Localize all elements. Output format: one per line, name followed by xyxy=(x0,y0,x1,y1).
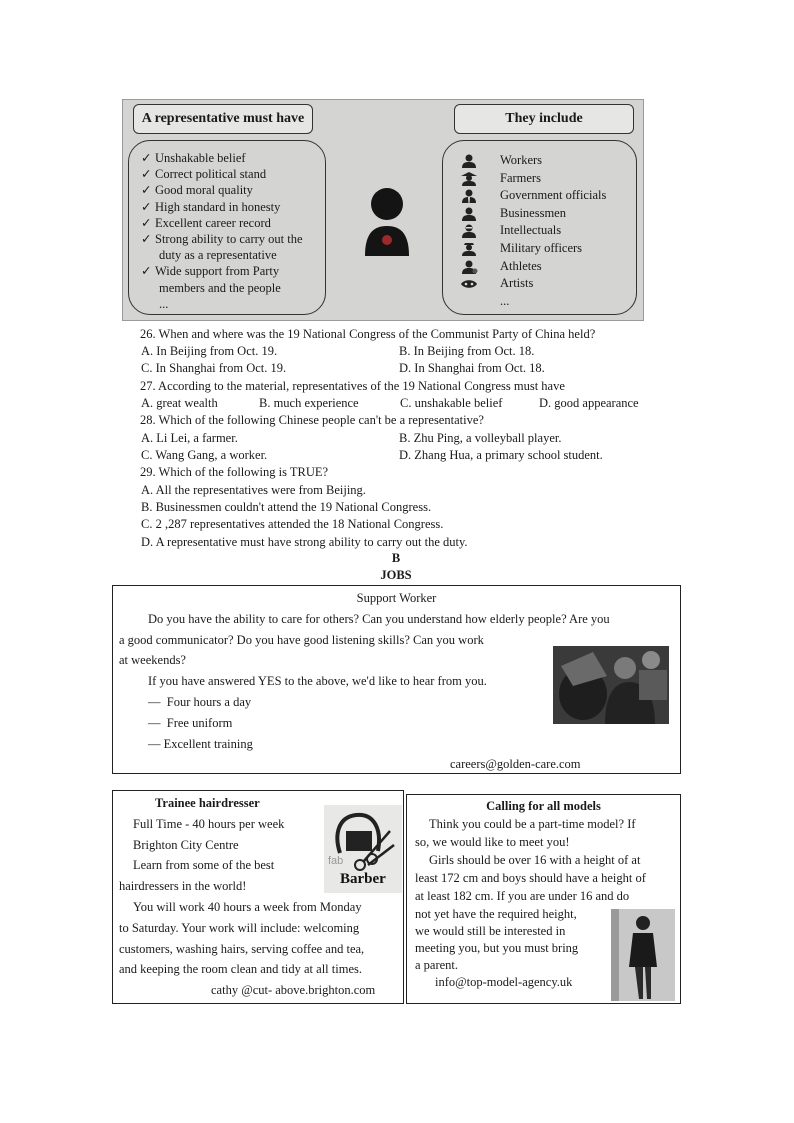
group-item: Artists xyxy=(460,275,606,293)
requirement-item: ✓ Strong ability to carry out the xyxy=(141,232,303,247)
barber-logo xyxy=(324,805,402,893)
model-photo xyxy=(611,909,675,1001)
section-letter: B xyxy=(391,551,401,565)
hair-line-7: customers, washing hairs, serving coffee and tea, xyxy=(119,942,365,956)
models-title: Calling for all models xyxy=(486,799,601,813)
question-26: 26. When and where was the 19 National Congress of the Communist Party of China held? xyxy=(140,327,596,341)
benefit-item: — Free uniform xyxy=(148,716,233,730)
hair-line-5: You will work 40 hours a week from Monday xyxy=(133,900,362,914)
requirement-item: ✓ Correct political stand xyxy=(141,167,267,182)
representative-infographic xyxy=(122,99,644,321)
dash-icon: — xyxy=(148,737,161,751)
dash-icon: — xyxy=(148,716,161,730)
models-line-6: not yet have the required height, xyxy=(415,907,577,921)
check-icon: ✓ xyxy=(141,199,152,214)
requirements-header: A representative must have xyxy=(133,104,313,134)
dash-icon: — xyxy=(148,695,161,709)
option-28d: D. Zhang Hua, a primary school student. xyxy=(399,448,603,462)
businessman-icon xyxy=(460,207,478,221)
hair-line-8: and keeping the room clean and tidy at all times. xyxy=(119,962,362,976)
requirement-item: ✓ Good moral quality xyxy=(141,183,253,198)
groups-list xyxy=(460,152,606,310)
models-ad xyxy=(406,794,681,1004)
group-item: Workers xyxy=(460,152,606,170)
requirement-item: members and the people xyxy=(159,280,281,295)
requirement-item: ✓ Excellent career record xyxy=(141,215,271,230)
party-emblem-icon xyxy=(382,235,392,245)
hairdresser-ad xyxy=(112,790,404,1004)
hair-line-2: Brighton City Centre xyxy=(133,838,239,852)
group-item: Athletes xyxy=(460,258,606,276)
option-28a: A. Li Lei, a farmer. xyxy=(141,431,238,445)
check-icon: ✓ xyxy=(141,183,152,198)
models-email: info@top-model-agency.uk xyxy=(435,975,573,989)
option-29d: D. A representative must have strong ability to carry out the duty. xyxy=(141,535,468,549)
support-line-1: Do you have the ability to care for others? Can you understand how elderly people? Are you xyxy=(148,612,610,626)
models-line-9: a parent. xyxy=(415,958,459,972)
option-26c: C. In Shanghai from Oct. 19. xyxy=(141,361,287,375)
official-icon xyxy=(460,189,478,203)
hair-line-6: to Saturday. Your work will include: welcoming xyxy=(119,921,360,935)
section-title: JOBS xyxy=(380,568,412,582)
support-worker-ad xyxy=(112,585,681,774)
option-28b: B. Zhu Ping, a volleyball player. xyxy=(399,431,562,445)
support-line-3: at weekends? xyxy=(119,653,186,667)
hair-line-1: Full Time - 40 hours per week xyxy=(133,817,285,831)
option-27d: D. good appearance xyxy=(539,396,639,410)
option-26b: B. In Beijing from Oct. 18. xyxy=(399,344,535,358)
hair-line-4: hairdressers in the world! xyxy=(119,879,247,893)
option-29b: B. Businessmen couldn't attend the 19 National Congress. xyxy=(141,500,432,514)
requirement-item: ✓ Unshakable belief xyxy=(141,151,246,165)
support-worker-title: Support Worker xyxy=(356,591,437,605)
requirement-item: ... xyxy=(159,296,169,311)
support-email: careers@golden-care.com xyxy=(450,757,581,771)
models-line-7: we would still be interested in xyxy=(415,924,566,938)
models-line-1: Think you could be a part-time model? If xyxy=(429,817,636,831)
logo-text: Barber xyxy=(340,871,386,887)
groups-header: They include xyxy=(454,104,634,134)
artist-icon xyxy=(460,277,478,291)
group-item: Military officers xyxy=(460,240,606,258)
worker-icon xyxy=(460,154,478,168)
question-28: 28. Which of the following Chinese people can't be a representative? xyxy=(140,413,484,427)
option-27c: C. unshakable belief xyxy=(400,396,503,410)
check-icon: ✓ xyxy=(141,232,152,247)
group-item: Businessmen xyxy=(460,205,606,223)
option-27a: A. great wealth xyxy=(141,396,218,410)
group-item: ... xyxy=(500,293,510,308)
elderly-care-photo xyxy=(553,646,669,724)
option-28c: C. Wang Gang, a worker. xyxy=(141,448,268,462)
benefit-item: — Excellent training xyxy=(148,737,253,751)
group-item: Intellectuals xyxy=(460,222,606,240)
check-icon: ✓ xyxy=(141,167,152,182)
representative-person-icon xyxy=(357,186,417,258)
hairdresser-title: Trainee hairdresser xyxy=(155,796,260,810)
hair-line-3: Learn from some of the best xyxy=(133,858,275,872)
option-26d: D. In Shanghai from Oct. 18. xyxy=(399,361,545,375)
support-line-4: If you have answered YES to the above, we'd like to hear from you. xyxy=(148,674,487,688)
farmer-icon xyxy=(460,172,478,186)
check-icon: ✓ xyxy=(141,215,152,230)
group-item: Government officials xyxy=(460,187,606,205)
group-item: Farmers xyxy=(460,170,606,188)
military-icon xyxy=(460,242,478,256)
models-line-4: least 172 cm and boys should have a height of xyxy=(415,871,646,885)
intellectual-icon xyxy=(460,224,478,238)
check-icon: ✓ xyxy=(141,151,152,165)
requirements-list xyxy=(141,150,341,312)
option-29a: A. All the representatives were from Beijing. xyxy=(141,483,366,497)
models-line-8: meeting you, but you must bring xyxy=(415,941,579,955)
option-27b: B. much experience xyxy=(259,396,359,410)
benefit-item: — Four hours a day xyxy=(148,695,252,709)
requirement-item: ✓ Wide support from Party xyxy=(141,264,280,279)
support-line-2: a good communicator? Do you have good listening skills? Can you work xyxy=(119,633,484,647)
question-29: 29. Which of the following is TRUE? xyxy=(140,465,329,479)
check-icon: ✓ xyxy=(141,264,152,279)
requirement-item: duty as a representative xyxy=(159,248,277,263)
athlete-icon xyxy=(460,260,478,274)
models-line-5: at least 182 cm. If you are under 16 and do xyxy=(415,889,630,903)
logo-small-text: fab xyxy=(328,855,344,867)
models-line-3: Girls should be over 16 with a height of at xyxy=(429,853,641,867)
models-line-2: so, we would like to meet you! xyxy=(415,835,570,849)
requirement-item: ✓ High standard in honesty xyxy=(141,199,281,214)
option-26a: A. In Beijing from Oct. 19. xyxy=(141,344,278,358)
question-27: 27. According to the material, representatives of the 19 National Congress must have xyxy=(140,379,565,393)
option-29c: C. 2 ,287 representatives attended the 18 National Congress. xyxy=(141,517,444,531)
hairdresser-email: cathy @cut- above.brighton.com xyxy=(211,983,376,997)
